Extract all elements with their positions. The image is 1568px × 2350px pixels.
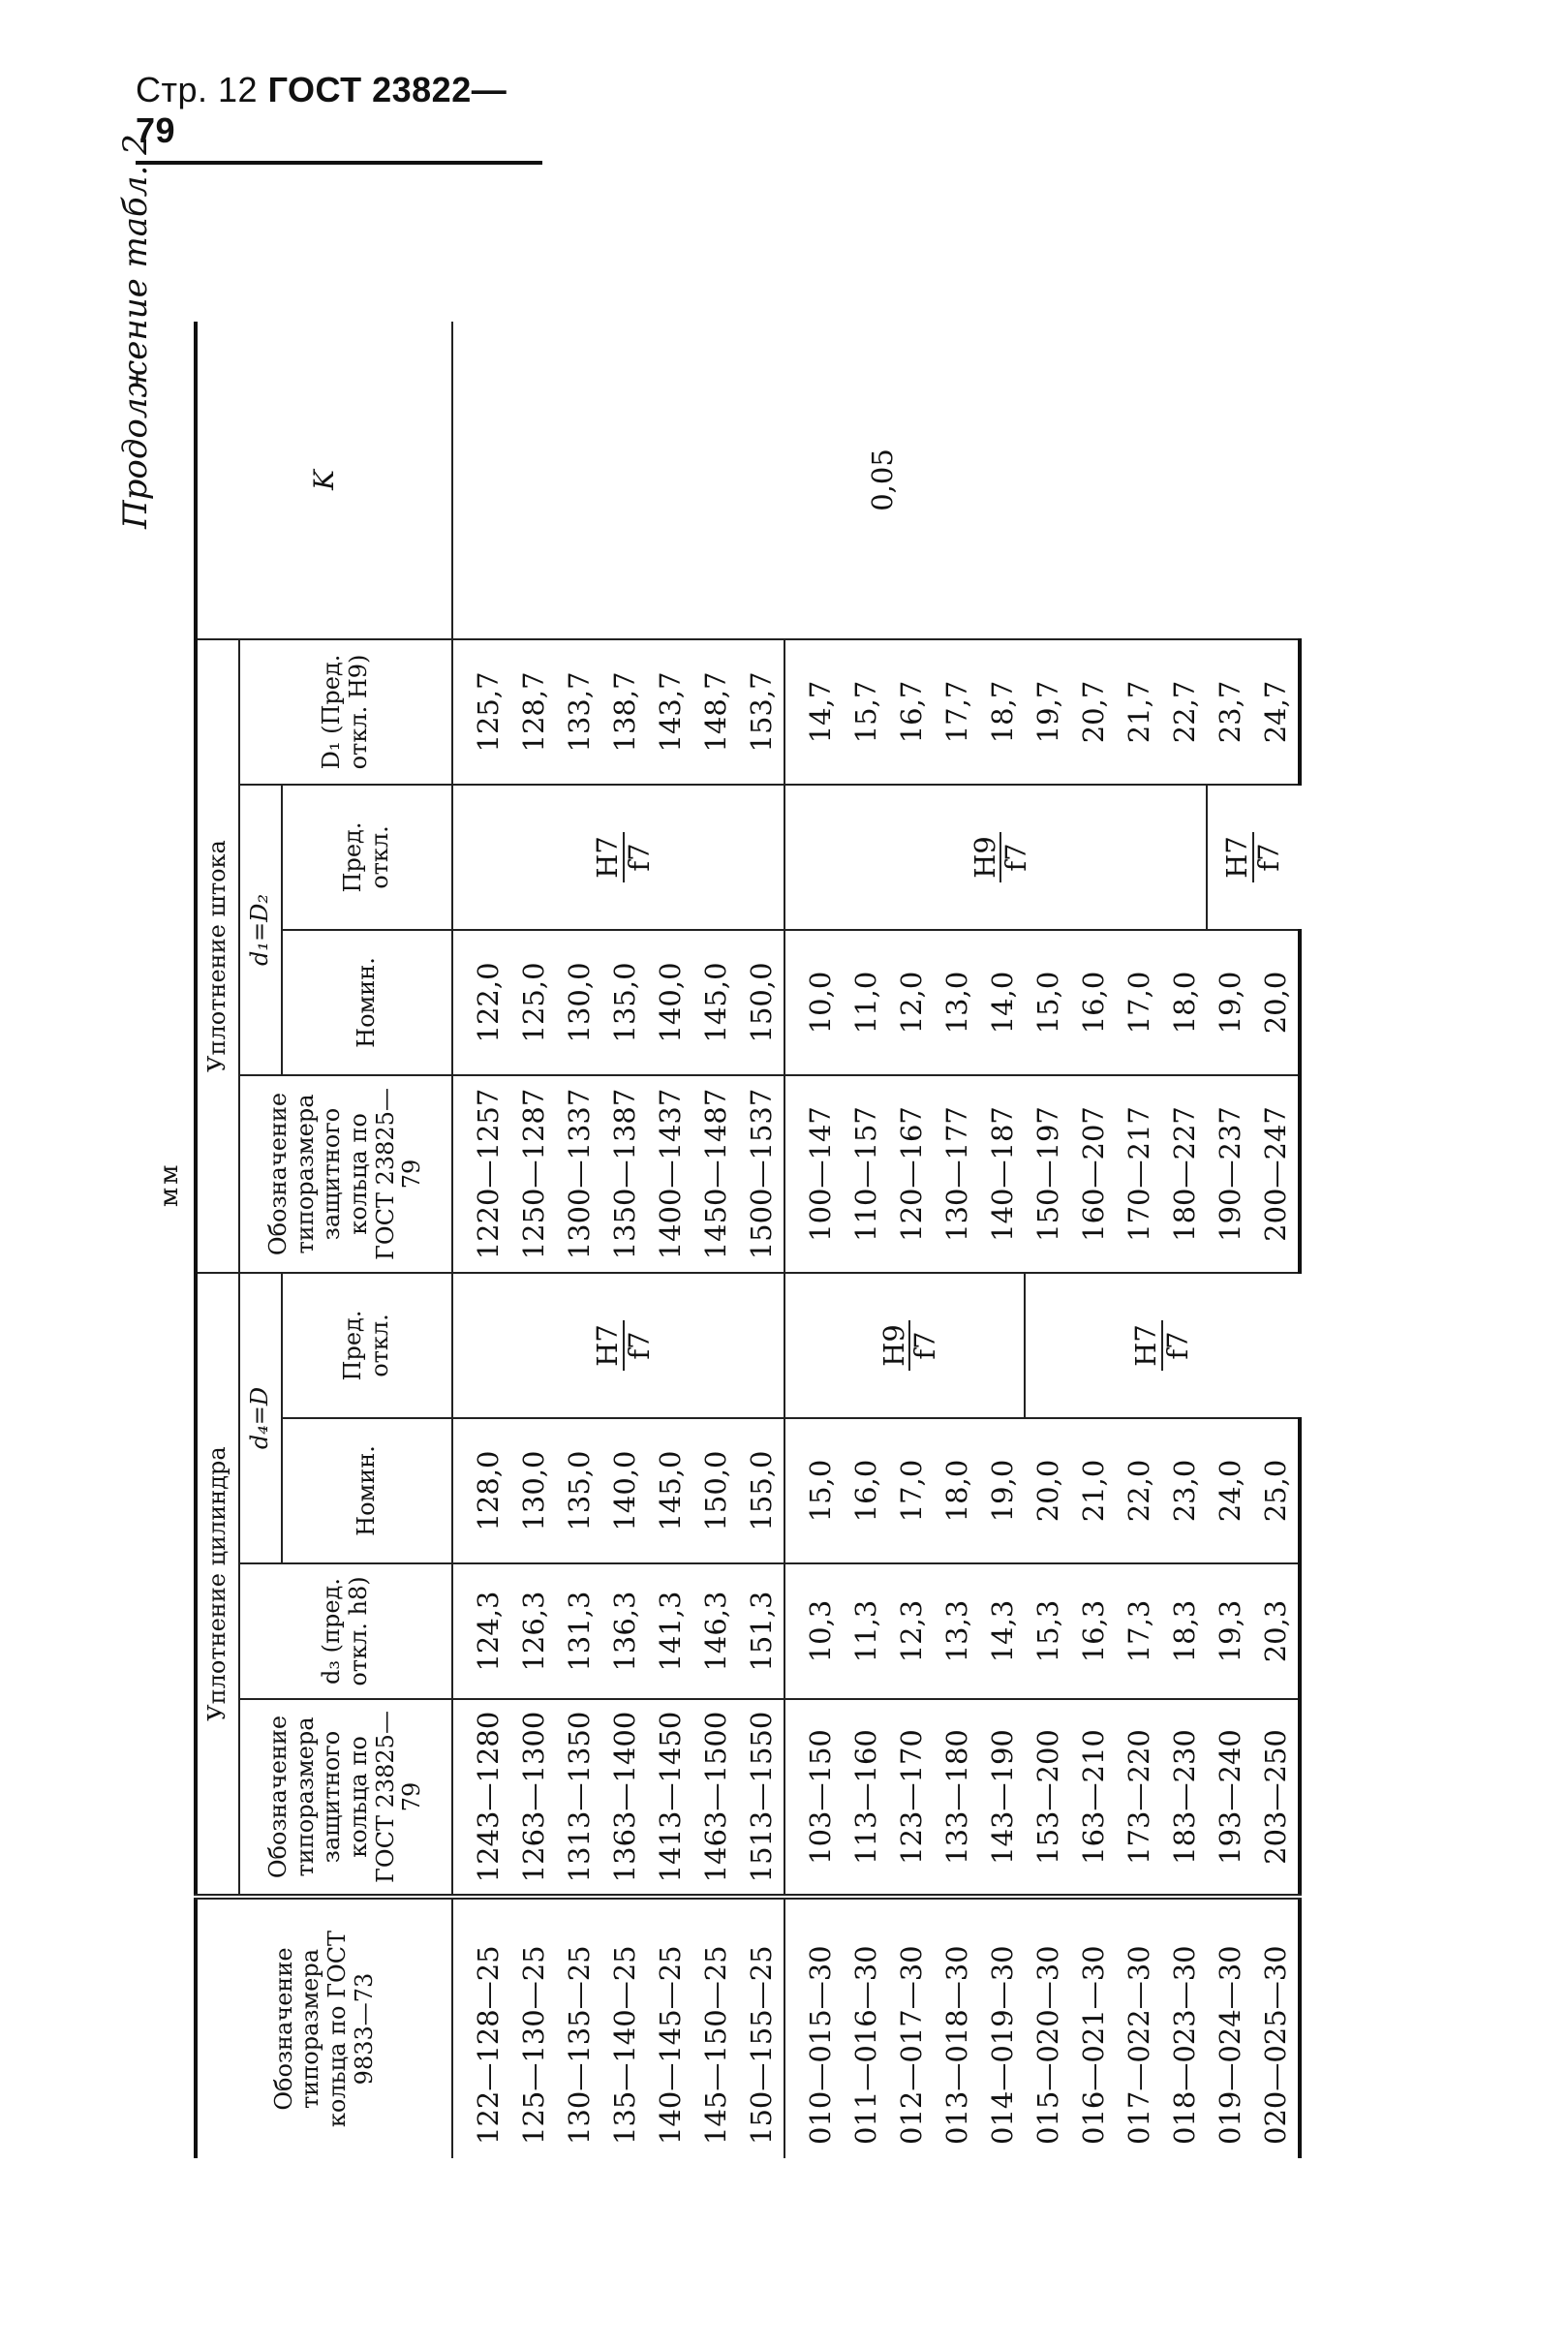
cell-ring: 010—015—30 [784, 1897, 843, 2158]
cell-rod-ring: 1350—1387 [601, 1075, 647, 1273]
cell-D1: 16,7 [888, 639, 934, 785]
cell-d3: 124,3 [452, 1563, 510, 1699]
cell-ring: 018—023—30 [1161, 1897, 1207, 2158]
cell-d1: 20,0 [1252, 930, 1300, 1075]
cell-d3: 131,3 [556, 1563, 601, 1699]
cell-d3: 141,3 [647, 1563, 692, 1699]
header-d3: d₃ (пред. откл. h8) [239, 1563, 452, 1699]
tolerance-fraction: H7 f7 [593, 832, 654, 882]
cell-d1: 12,0 [888, 930, 934, 1075]
cell-cyl-ring: 123—170 [888, 1699, 934, 1897]
cell-ring: 019—024—30 [1207, 1897, 1252, 2158]
cell-d4: 128,0 [452, 1418, 510, 1563]
cell-d3: 11,3 [843, 1563, 888, 1699]
cell-d3: 20,3 [1252, 1563, 1300, 1699]
cell-d4: 135,0 [556, 1418, 601, 1563]
cell-cyl-ring: 163—210 [1070, 1699, 1116, 1897]
cell-rod-ring: 120—167 [888, 1075, 934, 1273]
cell-cyl-ring: 173—220 [1116, 1699, 1161, 1897]
cell-D1: 125,7 [452, 639, 510, 785]
cell-cyl-ring: 1463—1500 [692, 1699, 738, 1897]
cell-D1: 148,7 [692, 639, 738, 785]
cell-rod-ring: 100—147 [784, 1075, 843, 1273]
cell-d1: 18,0 [1161, 930, 1207, 1075]
cell-cyl-ring: 133—180 [934, 1699, 979, 1897]
cell-D1: 21,7 [1116, 639, 1161, 785]
cell-d1: 145,0 [692, 930, 738, 1075]
cell-cyl-ring: 183—230 [1161, 1699, 1207, 1897]
cell-d4: 145,0 [647, 1418, 692, 1563]
page-number: Стр. 12 [136, 70, 259, 109]
cell-cyl-ring: 193—240 [1207, 1699, 1252, 1897]
table-body [452, 322, 1300, 2158]
header-cyl-protective-ring: Обозначение типоразмера защитного кольца по ГОСТ 23825—79 [239, 1699, 452, 1897]
header-k: K [196, 322, 452, 639]
cell-rod-ring: 140—187 [979, 1075, 1025, 1273]
cell-d4: 22,0 [1116, 1418, 1161, 1563]
cell-d3: 14,3 [979, 1563, 1025, 1699]
cell-D1: 22,7 [1161, 639, 1207, 785]
cell-rod-ring: 1220—1257 [452, 1075, 510, 1273]
cell-D1: 143,7 [647, 639, 692, 785]
cell-d1: 130,0 [556, 930, 601, 1075]
cell-cyl-tolerance [1025, 1273, 1300, 1418]
table-caption: Продолжение табл. 2 [116, 134, 155, 529]
cell-d4: 18,0 [934, 1418, 979, 1563]
cell-D1: 128,7 [510, 639, 556, 785]
cell-d4: 25,0 [1252, 1418, 1300, 1563]
cell-d3: 151,3 [738, 1563, 784, 1699]
cell-d4: 150,0 [692, 1418, 738, 1563]
cell-rod-ring: 160—207 [1070, 1075, 1116, 1273]
cell-cyl-tolerance [784, 1273, 1025, 1418]
cell-D1: 14,7 [784, 639, 843, 785]
cell-D1: 19,7 [1025, 639, 1070, 785]
cell-d4: 15,0 [784, 1418, 843, 1563]
header-cyl-nomin: Номин. [282, 1418, 452, 1563]
cell-d1: 14,0 [979, 930, 1025, 1075]
cell-d1: 150,0 [738, 930, 784, 1075]
cell-d4: 20,0 [1025, 1418, 1070, 1563]
cell-d1: 10,0 [784, 930, 843, 1075]
cell-d1: 125,0 [510, 930, 556, 1075]
cell-D1: 153,7 [738, 639, 784, 785]
cell-cyl-ring: 103—150 [784, 1699, 843, 1897]
cell-d1: 140,0 [647, 930, 692, 1075]
cell-d4: 155,0 [738, 1418, 784, 1563]
cell-ring: 011—016—30 [843, 1897, 888, 2158]
cell-cyl-ring: 143—190 [979, 1699, 1025, 1897]
cell-D1: 18,7 [979, 639, 1025, 785]
cell-ring: 150—155—25 [738, 1897, 784, 2158]
cell-rod-ring: 1450—1487 [692, 1075, 738, 1273]
cell-rod-ring: 190—237 [1207, 1075, 1252, 1273]
unit-label: мм [155, 1161, 184, 1207]
cell-cyl-ring: 1243—1280 [452, 1699, 510, 1897]
header-d4-group: d₄=D [239, 1273, 282, 1563]
cell-ring: 135—140—25 [601, 1897, 647, 2158]
tolerance-fraction: H7 f7 [1131, 1320, 1192, 1371]
cell-rod-ring: 130—177 [934, 1075, 979, 1273]
cell-d1: 122,0 [452, 930, 510, 1075]
cell-d3: 18,3 [1161, 1563, 1207, 1699]
cell-d3: 10,3 [784, 1563, 843, 1699]
cell-rod-ring: 1300—1337 [556, 1075, 601, 1273]
cell-rod-tolerance [784, 785, 1207, 930]
cell-rod-ring: 110—157 [843, 1075, 888, 1273]
cell-D1: 138,7 [601, 639, 647, 785]
cell-D1: 133,7 [556, 639, 601, 785]
cell-rod-ring: 1250—1287 [510, 1075, 556, 1273]
cell-d4: 140,0 [601, 1418, 647, 1563]
tolerance-fraction: H9 f7 [879, 1320, 940, 1371]
header-cyl-pred: Пред. откл. [282, 1273, 452, 1418]
cell-k [452, 322, 1300, 639]
cell-D1: 15,7 [843, 639, 888, 785]
cell-d1: 19,0 [1207, 930, 1252, 1075]
cell-d4: 24,0 [1207, 1418, 1252, 1563]
page-header-text [136, 70, 542, 151]
cell-cyl-ring: 1413—1450 [647, 1699, 692, 1897]
header-rule [136, 161, 542, 165]
cell-ring: 012—017—30 [888, 1897, 934, 2158]
cell-rod-ring: 1400—1437 [647, 1075, 692, 1273]
cell-d4: 17,0 [888, 1418, 934, 1563]
cell-ring: 015—020—30 [1025, 1897, 1070, 2158]
cell-d3: 13,3 [934, 1563, 979, 1699]
standard-number: ГОСТ 23822—79 [136, 70, 507, 150]
cell-d4: 16,0 [843, 1418, 888, 1563]
cell-d4: 130,0 [510, 1418, 556, 1563]
cell-rod-tolerance [1207, 785, 1300, 930]
cell-d3: 12,3 [888, 1563, 934, 1699]
cell-d3: 19,3 [1207, 1563, 1252, 1699]
cell-ring: 014—019—30 [979, 1897, 1025, 2158]
rotated-page [0, 134, 1292, 2350]
cell-d4: 23,0 [1161, 1418, 1207, 1563]
header-ring-designation: Обозначение типоразмера кольца по ГОСТ 9833—73 [196, 1897, 452, 2158]
cell-cyl-ring: 153—200 [1025, 1699, 1070, 1897]
cell-d4: 21,0 [1070, 1418, 1116, 1563]
cell-rod-tolerance [452, 785, 784, 930]
cell-rod-ring: 150—197 [1025, 1075, 1070, 1273]
cell-d3: 15,3 [1025, 1563, 1070, 1699]
cell-D1: 17,7 [934, 639, 979, 785]
cell-d3: 126,3 [510, 1563, 556, 1699]
cell-D1: 24,7 [1252, 639, 1300, 785]
cell-ring: 145—150—25 [692, 1897, 738, 2158]
table-row [452, 322, 510, 2158]
cell-ring: 122—128—25 [452, 1897, 510, 2158]
cell-ring: 017—022—30 [1116, 1897, 1161, 2158]
cell-d3: 17,3 [1116, 1563, 1161, 1699]
cell-ring: 125—130—25 [510, 1897, 556, 2158]
cell-rod-ring: 180—227 [1161, 1075, 1207, 1273]
header-rod-nomin: Номин. [282, 930, 452, 1075]
cell-d1: 13,0 [934, 930, 979, 1075]
cell-cyl-ring: 1513—1550 [738, 1699, 784, 1897]
k-value: 0,05 [866, 448, 899, 511]
tolerance-fraction: H7 f7 [593, 1320, 654, 1371]
cell-d1: 15,0 [1025, 930, 1070, 1075]
cell-cyl-ring: 1263—1300 [510, 1699, 556, 1897]
table-header [196, 322, 452, 2158]
cell-d1: 16,0 [1070, 930, 1116, 1075]
header-d1-group: d₁=D₂ [239, 785, 282, 1075]
cell-D1: 20,7 [1070, 639, 1116, 785]
cell-ring: 140—145—25 [647, 1897, 692, 2158]
cell-cyl-tolerance [452, 1273, 784, 1418]
page-header [136, 70, 542, 165]
header-rod-protective-ring: Обозначение типоразмера защитного кольца по ГОСТ 23825—79 [239, 1075, 452, 1273]
cell-D1: 23,7 [1207, 639, 1252, 785]
tolerance-fraction: H7 f7 [1222, 832, 1283, 882]
cell-d3: 136,3 [601, 1563, 647, 1699]
header-cylinder-seal: Уплотнение цилиндра [196, 1273, 239, 1897]
tolerance-fraction: H9 f7 [970, 832, 1031, 882]
dimensions-table [194, 322, 1302, 2158]
cell-ring: 013—018—30 [934, 1897, 979, 2158]
cell-d4: 19,0 [979, 1418, 1025, 1563]
cell-d1: 17,0 [1116, 930, 1161, 1075]
cell-cyl-ring: 1313—1350 [556, 1699, 601, 1897]
cell-cyl-ring: 203—250 [1252, 1699, 1300, 1897]
cell-d3: 146,3 [692, 1563, 738, 1699]
cell-d3: 16,3 [1070, 1563, 1116, 1699]
cell-ring: 020—025—30 [1252, 1897, 1300, 2158]
cell-rod-ring: 170—217 [1116, 1075, 1161, 1273]
cell-cyl-ring: 113—160 [843, 1699, 888, 1897]
cell-d1: 11,0 [843, 930, 888, 1075]
cell-ring: 130—135—25 [556, 1897, 601, 2158]
header-D1: D₁ (Пред. откл. H9) [239, 639, 452, 785]
header-rod-pred: Пред. откл. [282, 785, 452, 930]
cell-d1: 135,0 [601, 930, 647, 1075]
header-rod-seal: Уплотнение штока [196, 639, 239, 1273]
cell-ring: 016—021—30 [1070, 1897, 1116, 2158]
cell-rod-ring: 1500—1537 [738, 1075, 784, 1273]
cell-cyl-ring: 1363—1400 [601, 1699, 647, 1897]
cell-rod-ring: 200—247 [1252, 1075, 1300, 1273]
